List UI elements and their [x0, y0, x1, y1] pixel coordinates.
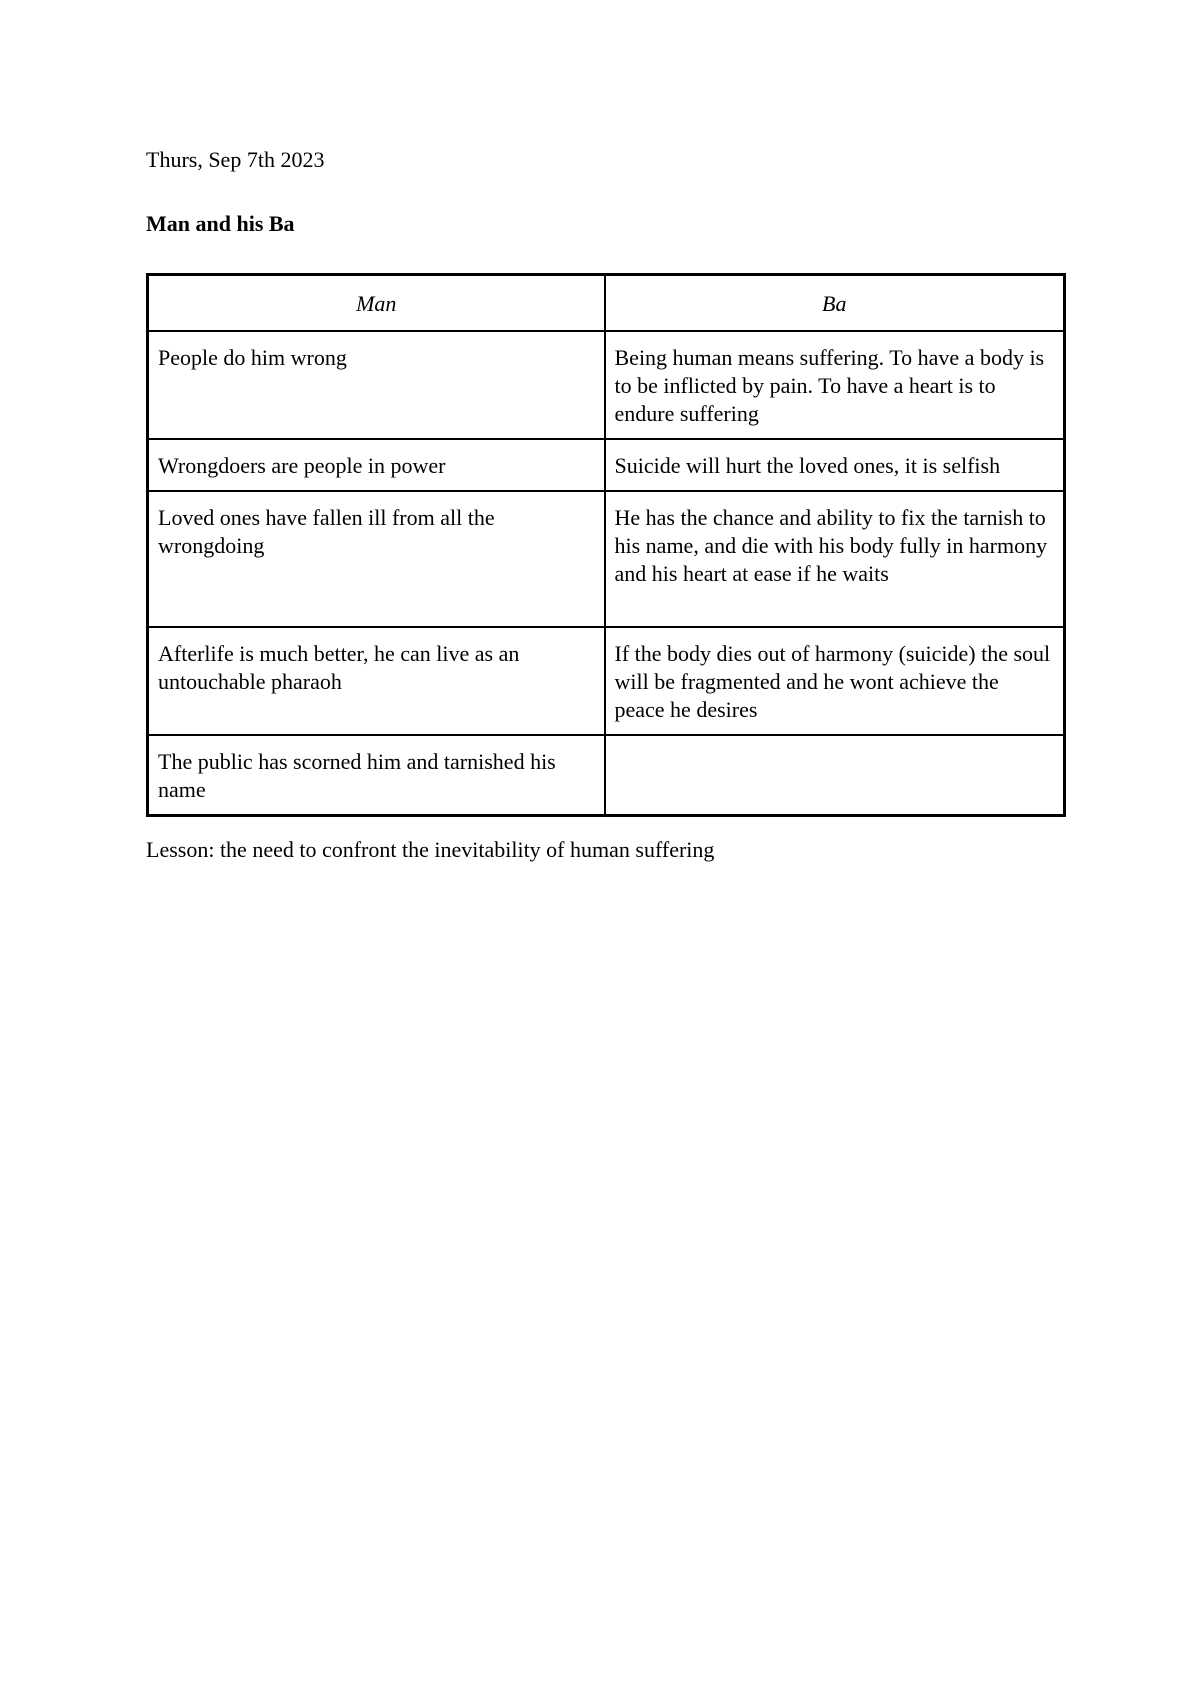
table-cell-ba: He has the chance and ability to fix the tarnish to his name, and die with his body fully in harmony and his heart at ease if he waits: [605, 491, 1065, 627]
table-header-row: [148, 275, 1065, 332]
table-row: [148, 491, 1065, 627]
table-row: [148, 735, 1065, 816]
table-cell-ba: [605, 735, 1065, 816]
table-cell-man: Loved ones have fallen ill from all the wrongdoing: [148, 491, 605, 627]
table-row: [148, 331, 1065, 439]
table-row: [148, 439, 1065, 491]
table-cell-man: The public has scorned him and tarnished his name: [148, 735, 605, 816]
column-header-ba: Ba: [605, 275, 1065, 332]
table-cell-ba: Being human means suffering. To have a body is to be inflicted by pain. To have a heart is to endure suffering: [605, 331, 1065, 439]
comparison-table: [146, 273, 1066, 817]
table-cell-man: Afterlife is much better, he can live as an untouchable pharaoh: [148, 627, 605, 735]
table-cell-man: People do him wrong: [148, 331, 605, 439]
table-cell-ba: If the body dies out of harmony (suicide) the soul will be fragmented and he wont achieve the peace he desires: [605, 627, 1065, 735]
document-date: Thurs, Sep 7th 2023: [146, 147, 325, 172]
column-header-man: Man: [148, 275, 605, 332]
document-title: Man and his Ba: [146, 211, 295, 236]
lesson-text: Lesson: the need to confront the inevitability of human suffering: [146, 837, 715, 862]
table-cell-ba: Suicide will hurt the loved ones, it is selfish: [605, 439, 1065, 491]
table-row: [148, 627, 1065, 735]
table-cell-man: Wrongdoers are people in power: [148, 439, 605, 491]
